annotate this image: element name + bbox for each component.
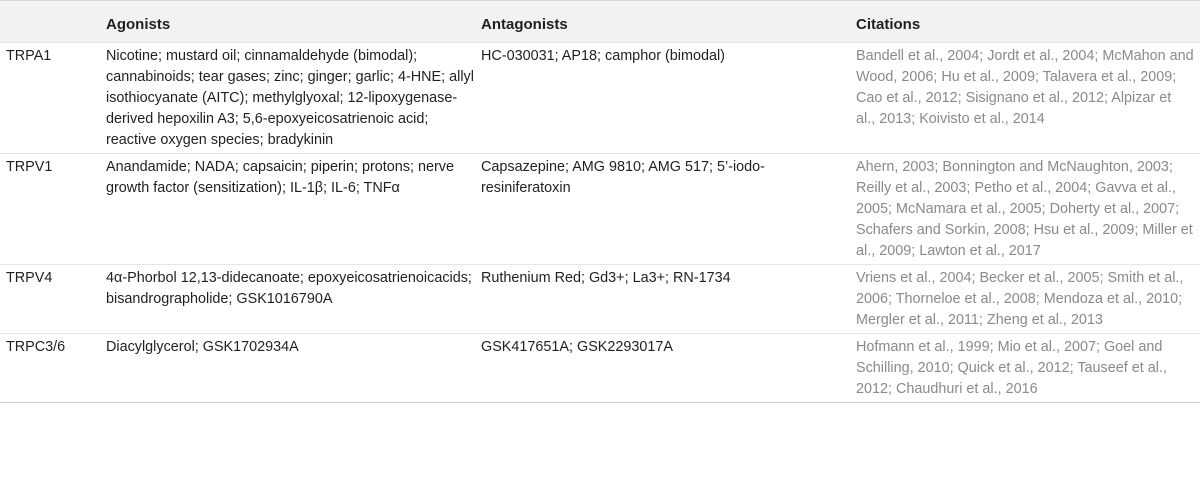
table-row: [0, 43, 1200, 154]
citations-cell: Vriens et al., 2004; Becker et al., 2005; Smith et al., 2006; Thorneloe et al., 2008; Mendoza et al., 2010; Mergler et al., 2011; Zheng et al., 2013: [856, 265, 1200, 334]
citations-cell: Ahern, 2003; Bonnington and McNaughton, 2003; Reilly et al., 2003; Petho et al., 2004; Gavva et al., 2005; McNamara et al., 2005; Doherty et al., 2007; Schafers and Sorkin, 2008; Hsu et al., 2009; Miller et al., 2009; Lawton et al., 2017: [856, 154, 1200, 265]
citations-cell: Hofmann et al., 1999; Mio et al., 2007; Goel and Schilling, 2010; Quick et al., 2012; Tauseef et al., 2012; Chaudhuri et al., 2016: [856, 334, 1200, 403]
header-agonists: Agonists: [106, 1, 481, 43]
channel-cell: TRPA1: [0, 43, 106, 154]
table-row: [0, 265, 1200, 334]
channel-cell: TRPC3/6: [0, 334, 106, 403]
table-body: [0, 43, 1200, 403]
table-row: [0, 334, 1200, 403]
header-row: [0, 1, 1200, 43]
antagonists-cell: GSK417651A; GSK2293017A: [481, 334, 856, 403]
agonists-cell: Nicotine; mustard oil; cinnamaldehyde (bimodal); cannabinoids; tear gases; zinc; ginger; garlic; 4-HNE; allyl isothiocyanate (AITC); methylglyoxal; 12-lipoxygenase-derived hepoxilin A3; 5,6-epoxyeicosatrienoic acid; reactive oxygen species; bradykinin: [106, 43, 481, 154]
channel-cell: TRPV1: [0, 154, 106, 265]
antagonists-cell: Capsazepine; AMG 9810; AMG 517; 5’-iodo-resiniferatoxin: [481, 154, 856, 265]
agonists-cell: 4α-Phorbol 12,13-didecanoate; epoxyeicosatrienoicacids; bisandrographolide; GSK1016790A: [106, 265, 481, 334]
header-antagonists: Antagonists: [481, 1, 856, 43]
table-header: [0, 1, 1200, 43]
table-row: [0, 154, 1200, 265]
header-citations: Citations: [856, 1, 1200, 43]
agonists-cell: Diacylglycerol; GSK1702934A: [106, 334, 481, 403]
citations-cell: Bandell et al., 2004; Jordt et al., 2004; McMahon and Wood, 2006; Hu et al., 2009; Talavera et al., 2009; Cao et al., 2012; Sisignano et al., 2012; Alpizar et al., 2013; Koivisto et al., 2014: [856, 43, 1200, 154]
channel-cell: TRPV4: [0, 265, 106, 334]
antagonists-cell: HC-030031; AP18; camphor (bimodal): [481, 43, 856, 154]
antagonists-cell: Ruthenium Red; Gd3+; La3+; RN-1734: [481, 265, 856, 334]
agonists-cell: Anandamide; NADA; capsaicin; piperin; protons; nerve growth factor (sensitization); IL-1β; IL-6; TNFα: [106, 154, 481, 265]
header-channel: [0, 1, 106, 43]
